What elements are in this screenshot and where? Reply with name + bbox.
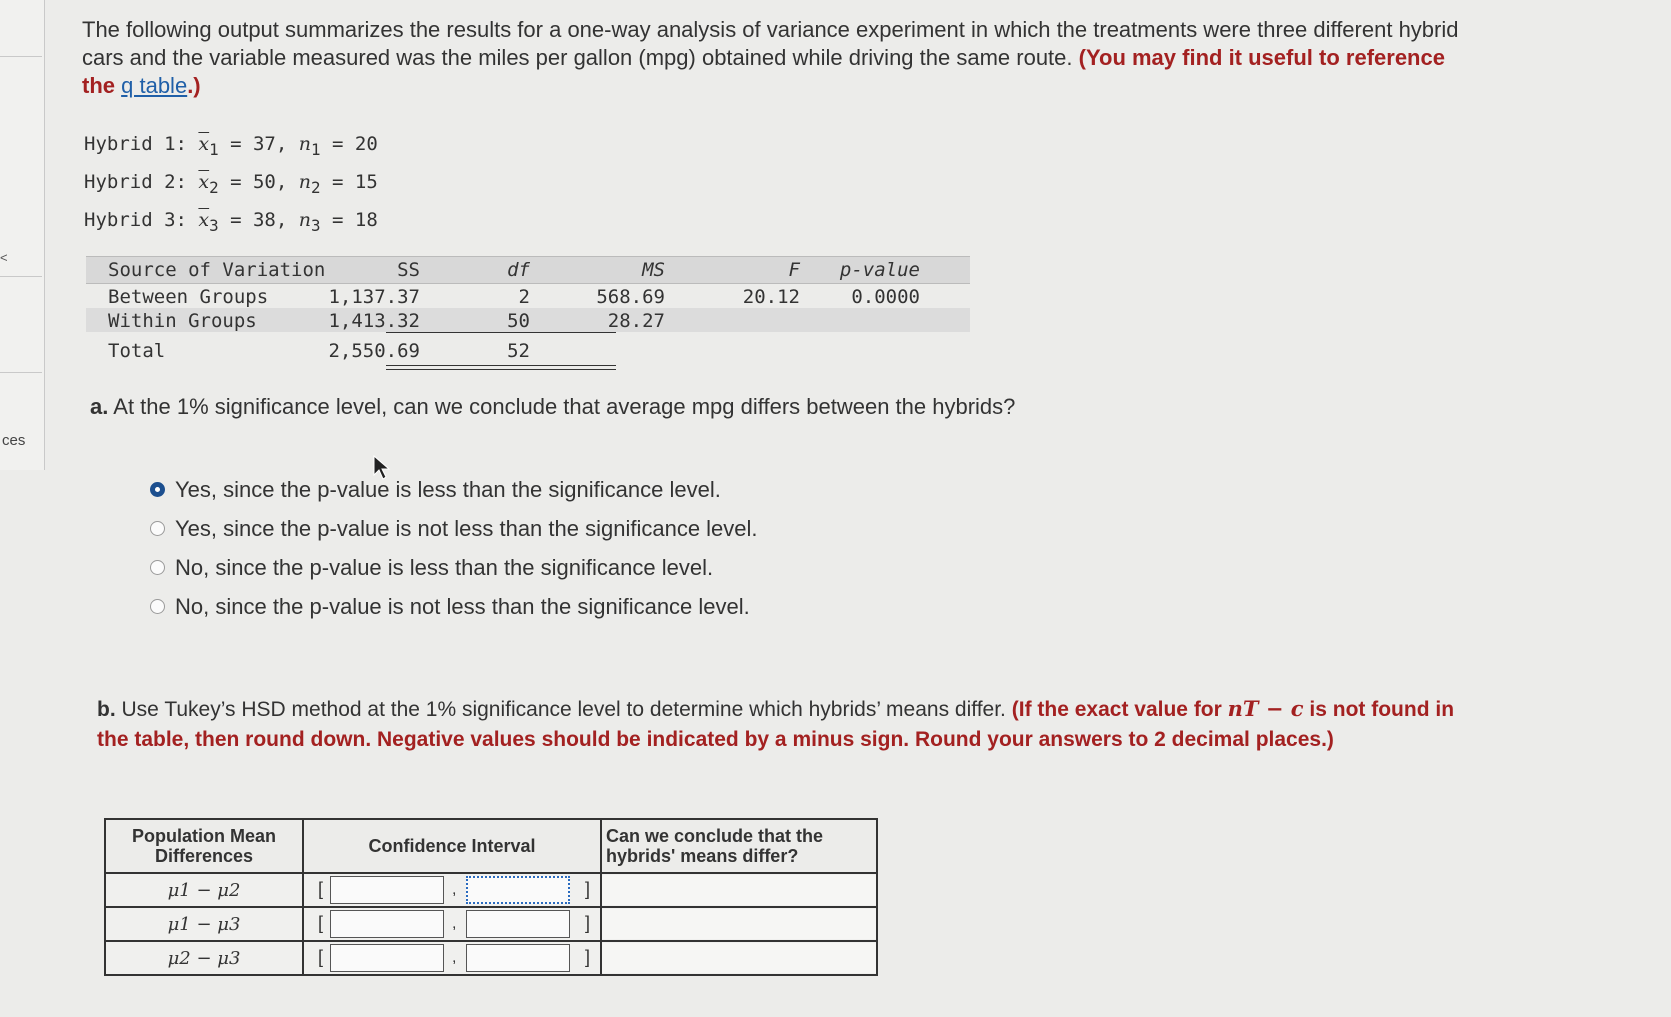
anova-cell: Between Groups: [108, 286, 269, 308]
close-bracket: ]: [584, 913, 590, 933]
question-b-text: Use Tukey’s HSD method at the 1% significance level to determine which hybrids’ means differ.: [121, 698, 1006, 721]
pop-mean-diff-label: μ2 − μ3: [105, 941, 303, 975]
separator: ,: [452, 881, 457, 898]
separator: ,: [452, 949, 457, 966]
answer-option-label: Yes, since the p-value is not less than the significance level.: [175, 515, 758, 541]
sidebar-box[interactable]: [0, 286, 42, 373]
anova-table: [86, 256, 970, 366]
sidebar-collapse-icon[interactable]: <: [0, 250, 8, 265]
question-a-text: At the 1% significance level, can we conclude that average mpg differs between the hybrids?: [113, 394, 1016, 419]
anova-cell: 50: [507, 310, 530, 332]
anova-cell: 0.0000: [851, 286, 920, 308]
close-bracket: ]: [584, 947, 590, 967]
answer-option-2[interactable]: [150, 509, 758, 548]
anova-cell: 568.69: [596, 286, 665, 308]
q-table-link[interactable]: q table: [121, 73, 188, 98]
anova-cell: 28.27: [607, 310, 665, 332]
hybrid-line: Hybrid 3: $\overline{x}_3 = 38$, $n_3 = 18$: [84, 208, 378, 235]
hybrid-line: Hybrid 1: $\overline{x}_1 = 37$, $n_1 = 20$: [84, 133, 378, 159]
intro-text: The following output summarizes the results for a one-way analysis of variance experiment in which the treatments were three different hybrid cars and the variable measured was the miles per gallon (mpg) obtained while driving the same route.: [82, 17, 1459, 70]
tukey-header-row: [105, 819, 877, 873]
close-bracket: ]: [584, 879, 590, 899]
answer-option-4[interactable]: [150, 587, 758, 626]
ci-lower-input[interactable]: [330, 944, 444, 972]
reference-hint: (You may find it useful to reference the q table.): [82, 45, 1445, 98]
confidence-interval-cell: [303, 941, 601, 975]
radio-button[interactable]: [150, 482, 165, 497]
answer-option-label: Yes, since the p-value is less than the significance level.: [175, 476, 721, 502]
tukey-table: [104, 818, 878, 976]
separator: ,: [452, 915, 457, 932]
open-bracket: [: [318, 947, 324, 967]
divider: [386, 365, 616, 366]
tukey-row: [105, 873, 877, 907]
anova-header-pvalue: p-value: [839, 259, 920, 281]
mouse-cursor-icon: [373, 455, 391, 481]
problem-intro: [82, 16, 1482, 100]
anova-header-f: F: [788, 259, 800, 281]
question-a: a. At the 1% significance level, can we conclude that average mpg differs between the hybrids?: [90, 394, 1016, 419]
anova-row-between: [86, 284, 970, 308]
anova-cell: Total: [108, 340, 166, 362]
answer-options: [150, 470, 758, 626]
tukey-row: [105, 907, 877, 941]
anova-cell: Within Groups: [108, 310, 257, 332]
sidebar-strip: [0, 0, 45, 470]
hybrid-line: Hybrid 2: $\overline{x}_2 = 50$, $n_2 = 15$: [84, 170, 378, 197]
anova-cell: 2: [518, 286, 530, 308]
anova-header-source: Source of Variation: [108, 259, 326, 281]
ci-upper-input[interactable]: [466, 876, 570, 904]
anova-header-ms: MS: [642, 259, 665, 281]
answer-option-label: No, since the p-value is not less than the significance level.: [175, 593, 750, 619]
header-pop-mean-diff: Population Mean Differences: [105, 819, 303, 873]
anova-row-total: [86, 332, 970, 366]
sidebar-box[interactable]: [0, 0, 42, 57]
open-bracket: [: [318, 879, 324, 899]
pop-mean-diff-label: μ1 − μ2: [105, 873, 303, 907]
ci-lower-input[interactable]: [330, 876, 444, 904]
answer-option-label: No, since the p-value is less than the significance level.: [175, 554, 714, 580]
pop-mean-diff-label: μ1 − μ3: [105, 907, 303, 941]
divider: [386, 369, 616, 370]
answer-option-3[interactable]: [150, 548, 758, 587]
header-conclusion: Can we conclude that the hybrids' means differ?: [601, 819, 877, 873]
anova-cell: 52: [507, 340, 530, 362]
question-b: b. Use Tukey’s HSD method at the 1% significance level to determine which hybrids’ means differ. (If the exact value for nT − c is not found in the table, then round down. Negative values should be indicated by a minus sign. Round your answers to 2 decimal places.): [97, 696, 1455, 751]
anova-cell: 1,413.32: [328, 310, 420, 332]
question-b-instructions: (If the exact value for nT − c is not found in the table, then round down. Negative values should be indicated by a minus sign. Round your answers to 2 decimal places.): [97, 696, 1455, 751]
header-confidence-interval: Confidence Interval: [303, 819, 601, 873]
ci-upper-input[interactable]: [466, 944, 570, 972]
confidence-interval-cell: [303, 873, 601, 907]
radio-button[interactable]: [150, 560, 165, 575]
anova-cell: 20.12: [742, 286, 800, 308]
confidence-interval-cell: [303, 907, 601, 941]
ci-lower-input[interactable]: [330, 910, 444, 938]
ci-upper-input[interactable]: [466, 910, 570, 938]
hybrid-summary: [84, 128, 378, 241]
sidebar-label[interactable]: ces: [2, 432, 26, 449]
conclusion-dropdown[interactable]: [602, 909, 876, 939]
tukey-row: [105, 941, 877, 975]
radio-button[interactable]: [150, 599, 165, 614]
anova-header-row: [86, 256, 970, 284]
conclusion-dropdown[interactable]: [602, 875, 876, 905]
conclusion-cell: [601, 873, 877, 907]
anova-header-df: df: [507, 259, 530, 281]
answer-option-1[interactable]: [150, 470, 758, 509]
open-bracket: [: [318, 913, 324, 933]
conclusion-cell: [601, 907, 877, 941]
conclusion-dropdown[interactable]: [602, 943, 876, 973]
anova-row-within: [86, 308, 970, 332]
radio-button[interactable]: [150, 521, 165, 536]
conclusion-cell: [601, 941, 877, 975]
anova-cell: 1,137.37: [328, 286, 420, 308]
anova-cell: 2,550.69: [328, 340, 420, 362]
anova-header-ss: SS: [397, 259, 420, 281]
